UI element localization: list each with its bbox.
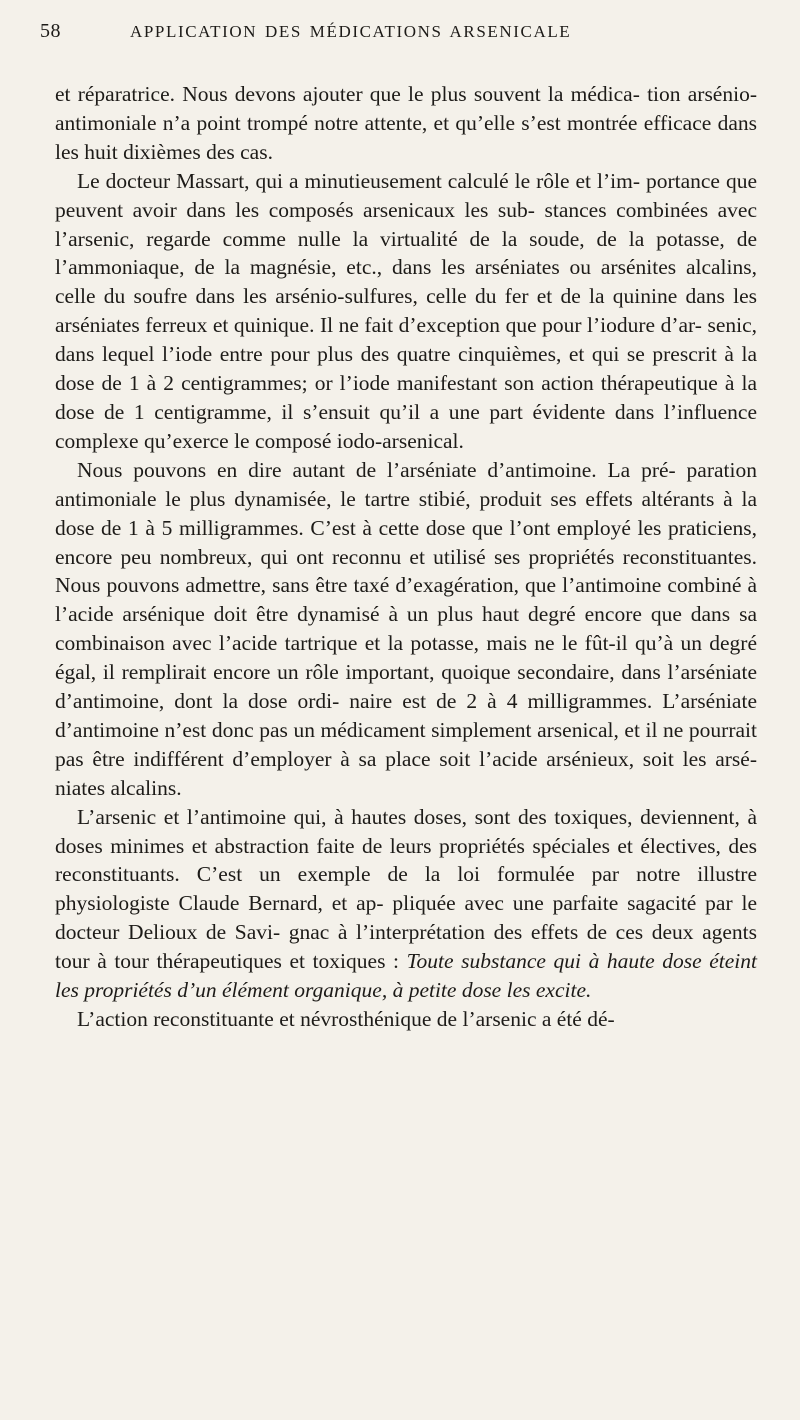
paragraph-text: et réparatrice. Nous devons ajouter que le plus souvent la médica- tion arsénio-antimoniale n’a point trompé notre attente, et qu’elle s’est montrée efficace dans les huit dixièmes des cas. bbox=[55, 82, 757, 164]
paragraph bbox=[55, 803, 757, 1005]
paragraph-text: Nous pouvons en dire autant de l’arséniate d’antimoine. La pré- paration antimoniale le plus dynamisée, le tartre stibié, produit ses effets altérants à la dose de 1 à 5 milligrammes. C’est à cette dose que l’ont employé les praticiens, encore peu nombreux, qui ont reconnu et utilisé ses propriétés reconstituantes. Nous pouvons admettre, sans être taxé d’exagération, que l’antimoine combiné à l’acide arsénique doit être dynamisé à un plus haut degré encore que dans sa combinaison avec l’acide tartrique et la potasse, mais ne le fût-il qu’à un degré égal, il remplirait encore un rôle important, quoique secondaire, dans l’arséniate d’antimoine, dont la dose ordi- naire est de 2 à 4 milligrammes. L’arséniate d’antimoine n’est donc pas un médicament simplement arsenical, et il ne pourrait pas être indifférent d’employer à sa place soit l’acide arsénieux, soit les arsé- niates alcalins. bbox=[55, 457, 757, 800]
paragraph bbox=[55, 80, 757, 167]
paragraph-text: L’arsenic et l’antimoine qui, à hautes doses, sont des toxiques, deviennent, à doses minimes et abstraction faite de leurs propriétés spéciales et électives, des reconstituants. C’est un exemple de la loi formulée par notre illustre physiologiste Claude Bernard, et ap- pliquée avec une parfaite sagacité par le docteur Delioux de Savi- gnac à l’interprétation des effets de ces deux agents tour à tour thérapeutiques et toxiques : bbox=[55, 804, 757, 974]
page-number: 58 bbox=[40, 20, 61, 42]
paragraph-text: L’action reconstituante et névrosthénique de l’arsenic a été dé- bbox=[77, 1007, 615, 1031]
paragraph bbox=[55, 167, 757, 456]
paragraph bbox=[55, 456, 757, 803]
running-title: APPLICATION DES MÉDICATIONS ARSENICALE bbox=[130, 22, 572, 41]
page-header bbox=[40, 20, 760, 50]
paragraph bbox=[55, 1005, 757, 1034]
body-text bbox=[55, 80, 757, 1034]
paragraph-text: Le docteur Massart, qui a minutieusement calculé le rôle et l’im- portance que peuvent avoir dans les composés arsenicaux les sub- stances combinées avec l’arsenic, regarde comme nulle la virtualité de la soude, de la potasse, de l’ammoniaque, de la magnésie, etc., dans les arséniates ou arsénites alcalins, celle du soufre dans les arsénio-sulfures, celle du fer et de la quinine dans les arséniates ferreux et quinique. Il ne fait d’exception que pour l’iodure d’ar- senic, dans lequel l’iode entre pour plus des quatre cinquièmes, et qui se prescrit à la dose de 1 à 2 centigrammes; or l’iode manifestant son action thérapeutique à la dose de 1 centigramme, il s’ensuit qu’il a une part évidente dans l’influence complexe qu’exerce le composé iodo-arsenical. bbox=[55, 168, 757, 453]
italic-quotation: Toute substance qui à haute dose éteint les propriétés d’un élément organique, à petite dose les excite. bbox=[55, 949, 757, 1003]
